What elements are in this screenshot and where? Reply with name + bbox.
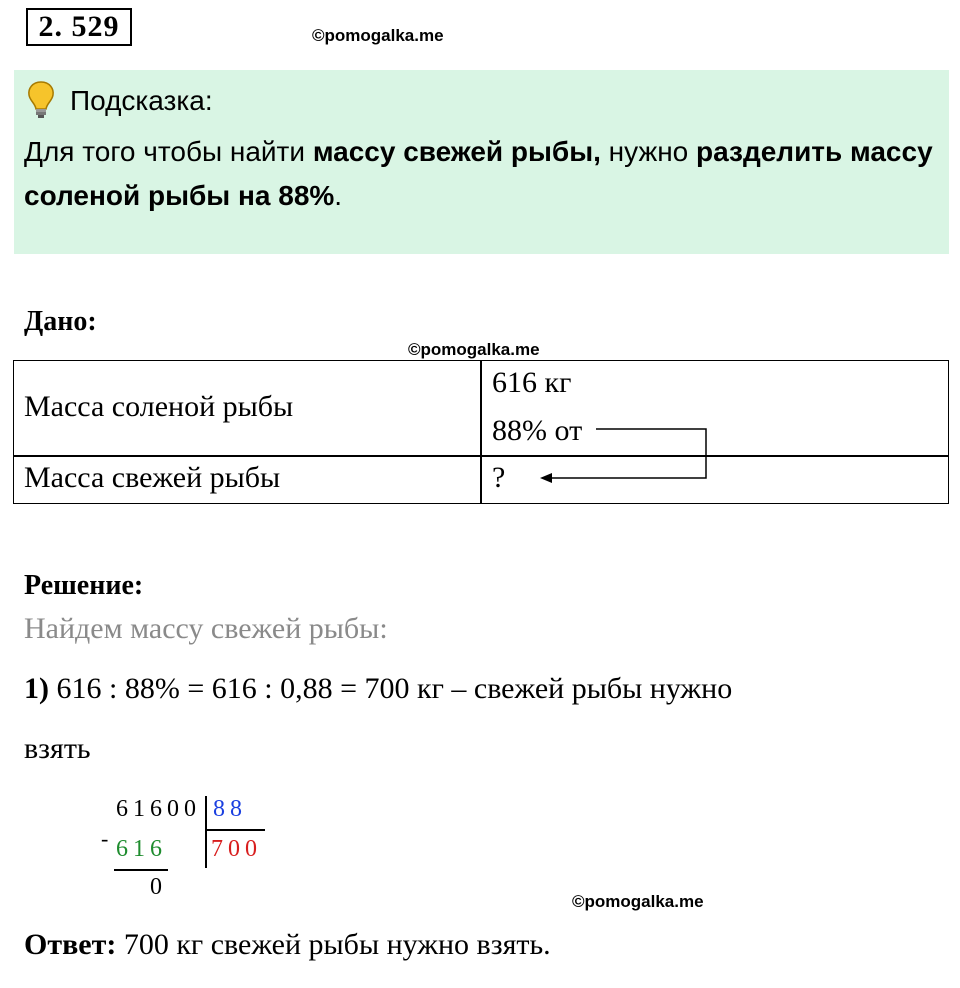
lightbulb-icon — [26, 80, 56, 120]
division-minus-sign: - — [101, 826, 109, 851]
hint-bold-2: разделить массу соленой рыбы на 88% — [24, 136, 933, 211]
division-vertical-line — [205, 796, 207, 868]
row1-label: Масса соленой рыбы — [24, 390, 294, 423]
division-subtrahend: 616 — [116, 836, 167, 862]
table-column-divider — [480, 360, 482, 504]
row1-value1: 616 кг — [492, 366, 572, 399]
hint-text-3: . — [334, 180, 343, 211]
solution-step-1 — [24, 672, 732, 706]
solution-step-cont: взять — [24, 732, 91, 765]
arrow-connector — [530, 420, 720, 490]
hint-text-2: нужно — [600, 136, 697, 167]
division-quotient: 700 — [211, 836, 262, 862]
hint-text-1: Для того чтобы найти — [24, 136, 313, 167]
row2-label: Масса свежей рыбы — [24, 461, 281, 494]
table-row-divider — [13, 455, 949, 457]
row1-value2: 88% от — [492, 414, 583, 447]
given-watermark: ©pomogalka.me — [408, 340, 540, 359]
hint-bold-1: массу свежей рыбы, — [312, 136, 601, 167]
hint-text — [24, 130, 934, 218]
task-number: 2. 529 — [26, 8, 132, 46]
given-heading: Дано: — [24, 306, 97, 337]
footer-watermark: ©pomogalka.me — [572, 892, 704, 911]
step-number: 1) — [24, 672, 49, 705]
hint-title: Подсказка: — [70, 85, 213, 116]
division-divisor: 88 — [213, 796, 247, 822]
solution-heading: Решение: — [24, 570, 144, 601]
division-underline — [114, 869, 168, 871]
division-remainder: 0 — [150, 874, 167, 900]
answer-text: 700 кг свежей рыбы нужно взять. — [116, 928, 551, 961]
watermark: ©pomogalka.me — [312, 26, 444, 45]
step-text: 616 : 88% = 616 : 0,88 = 700 кг – свежей рыбы нужно — [49, 672, 733, 705]
division-dividend: 61600 — [116, 796, 201, 822]
answer-line — [24, 928, 551, 962]
row2-value: ? — [492, 461, 506, 494]
solution-intro: Найдем массу свежей рыбы: — [24, 612, 388, 645]
division-horizontal-line — [205, 829, 265, 831]
answer-label: Ответ: — [24, 928, 117, 961]
